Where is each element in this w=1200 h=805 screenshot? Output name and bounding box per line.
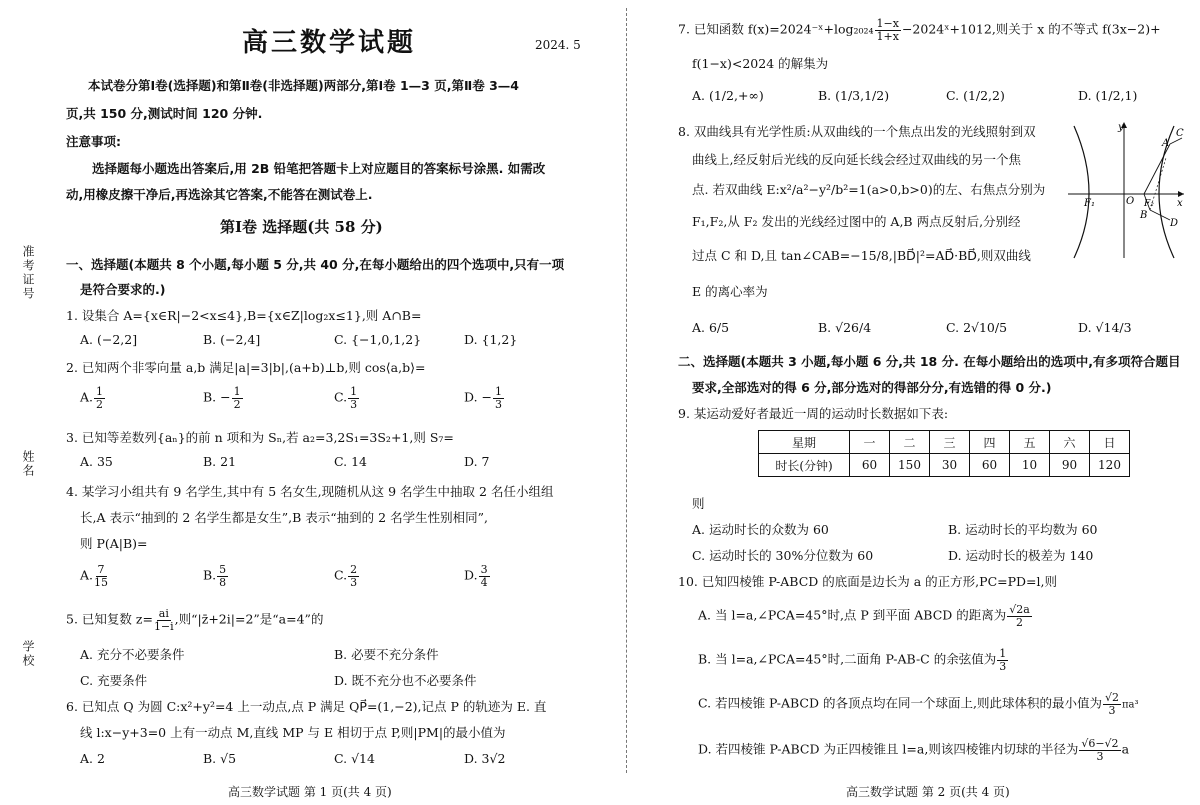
q10-option-a: A. 当 l=a,∠PCA=45°时,点 P 到平面 ABCD 的距离为 $\frac{√2a}{2}$ [698, 603, 1030, 629]
q4-option-c: C. $\frac{2}{3}$ [334, 563, 358, 589]
q1-option-a: A. (−2,2] [80, 332, 138, 347]
notice-line-1: 选择题每小题选出答案后,用 2B 铅笔把答题卡上对应题目的答案标号涂黑. 如需改 [92, 161, 546, 176]
q10-option-b: B. 当 l=a,∠PCA=45°时,二面角 P-AB-C 的余弦值为 $\frac{1}{3}$ [698, 647, 1007, 673]
page-divider [626, 8, 628, 773]
q4-option-a: A. $\frac{7}{15}$ [80, 563, 109, 589]
q8-option-a: A. 6/5 [692, 320, 730, 335]
q1-option-c: C. {−1,0,1,2} [334, 332, 422, 347]
q3-stem: 3. 已知等差数列{aₙ}的前 n 项和为 Sₙ,若 a₂=3,2S₁=3S₂+1,则 S₇= [66, 430, 454, 445]
q6-line-1: 6. 已知点 Q 为圆 C:x²+y²=4 上一动点,点 P 满足 QP⃗=(1,−2),记点 P 的轨迹为 E. 直 [66, 699, 547, 714]
section2-line-2: 要求,全部选对的得 6 分,部分选对的得部分分,有选错的得 0 分.) [692, 380, 1052, 395]
q7-option-b: B. (1/3,1/2) [818, 88, 890, 103]
q5-option-a: A. 充分不必要条件 [80, 647, 185, 662]
q9-option-d: D. 运动时长的极差为 140 [948, 548, 1094, 563]
table-cell: 150 [890, 454, 930, 477]
q4-option-d: D. $\frac{3}{4}$ [464, 563, 488, 589]
q10-stem: 10. 已知四棱锥 P-ABCD 的底面是边长为 a 的正方形,PC=PD=l,则 [678, 574, 1057, 589]
q6-option-b: B. √5 [203, 751, 237, 766]
table-row [759, 454, 1130, 477]
table-header-cell: 日 [1090, 431, 1130, 454]
q7-line-1: 7. 已知函数 f(x)=2024⁻ˣ+log₂₀₂₄ $\frac{1-x}{1+x}$ −2024ˣ+1012,则关于 x 的不等式 f(3x−2)+ [678, 17, 1161, 43]
fig-label-x: x [1177, 198, 1183, 209]
x-axis-arrow [1178, 191, 1184, 197]
fig-label-f1: F₁ [1084, 198, 1095, 209]
hyperbola-figure [1066, 118, 1188, 260]
q2-stem: 2. 已知两个非零向量 a,b 满足|a|=3|b|,(a+b)⊥b,则 cos⟨a,b⟩= [66, 360, 426, 375]
table-header-cell: 三 [930, 431, 970, 454]
section1-line-2: 是符合要求的.) [80, 282, 166, 297]
table-row [759, 431, 1130, 454]
q6-option-c: C. √14 [334, 751, 375, 766]
q1-stem: 1. 设集合 A={x∈R|−2<x≤4},B={x∈Z|log₂x≤1},则 A∩B= [66, 308, 422, 323]
fig-label-a: A [1162, 138, 1170, 149]
exam-id-label: 准考证号 [21, 245, 35, 301]
table-cell: 60 [850, 454, 890, 477]
q5-option-b: B. 必要不充分条件 [334, 647, 439, 662]
q9-option-c: C. 运动时长的 30%分位数为 60 [692, 548, 874, 563]
table-cell: 30 [930, 454, 970, 477]
q3-option-b: B. 21 [203, 454, 237, 469]
q5-stem: 5. 已知复数 z= $\frac{ai}{1-i}$ ,则“|z̄+2i|=2”是“a=4”的 [66, 607, 324, 633]
fig-label-d: D [1170, 218, 1179, 229]
q4-line-2: 长,A 表示“抽到的 2 名学生都是女生”,B 表示“抽到的 2 名学生性别相同”, [80, 510, 488, 525]
q7-line-2: f(1−x)<2024 的解集为 [692, 56, 829, 71]
q2-option-b: B. − $\frac{1}{2}$ [203, 385, 241, 411]
q8-line-1: 8. 双曲线具有光学性质:从双曲线的一个焦点出发的光线照射到双 [678, 124, 1036, 139]
q8-line-6: E 的离心率为 [692, 284, 768, 299]
part1-title: 第Ⅰ卷 选择题(共 58 分) [220, 218, 383, 236]
name-label: 姓名 [21, 450, 35, 478]
hyperbola-left-branch [1074, 126, 1089, 258]
q3-option-a: A. 35 [80, 454, 113, 469]
q1-option-b: B. (−2,4] [203, 332, 261, 347]
q10-option-c: C. 若四棱锥 P-ABCD 的各顶点均在同一个球面上,则此球体积的最小值为 $\frac{√2}{3}$ πa³ [698, 691, 1139, 717]
q7-option-a: A. (1/2,+∞) [692, 88, 764, 103]
q4-line-3: 则 P(A|B)= [80, 536, 148, 551]
fig-label-c: C [1176, 128, 1184, 139]
fig-label-y: y [1118, 122, 1124, 133]
footer-page-2: 高三数学试题 第 2 页(共 4 页) [846, 785, 1010, 799]
q10-option-d: D. 若四棱锥 P-ABCD 为正四棱锥且 l=a,则该四棱锥内切球的半径为 $\frac{√6-√2}{3}$ a [698, 737, 1130, 763]
exam-date: 2024. 5 [535, 38, 581, 52]
q4-line-1: 4. 某学习小组共有 9 名学生,其中有 5 名女生,现随机从这 9 名学生中抽取 2 名任小组组 [66, 484, 554, 499]
q7-option-c: C. (1/2,2) [946, 88, 1005, 103]
q8-line-3: 点. 若双曲线 E:x²/a²−y²/b²=1(a>0,b>0)的左、右焦点分别为 [692, 182, 1046, 197]
q6-option-a: A. 2 [80, 751, 105, 766]
school-label: 学校 [21, 640, 35, 668]
footer-page-1: 高三数学试题 第 1 页(共 4 页) [228, 785, 392, 799]
fig-label-f2: F₂ [1144, 199, 1154, 209]
exam-title: 高三数学试题 [242, 28, 417, 58]
q9-then: 则 [692, 496, 705, 511]
q8-option-c: C. 2√10/5 [946, 320, 1008, 335]
table-header-cell: 四 [970, 431, 1010, 454]
notice-title: 注意事项: [66, 134, 121, 149]
q8-line-5: 过点 C 和 D,且 tan∠CAB=−15/8,|BD⃗|²=AD⃗·BD⃗,则双曲线 [692, 248, 1031, 263]
q3-option-d: D. 7 [464, 454, 490, 469]
q2-option-c: C. $\frac{1}{3}$ [334, 385, 358, 411]
q2-option-d: D. − $\frac{1}{3}$ [464, 385, 502, 411]
q6-line-2: 线 l:x−y+3=0 上有一动点 M,直线 MP 与 E 相切于点 P,则|PM|的最小值为 [80, 725, 506, 740]
q4-option-b: B. $\frac{5}{8}$ [203, 563, 227, 589]
q8-line-2: 曲线上,经反射后光线的反向延长线会经过双曲线的另一个焦 [692, 152, 1021, 167]
q8-option-b: B. √26/4 [818, 320, 872, 335]
table-cell: 120 [1090, 454, 1130, 477]
table-cell: 60 [970, 454, 1010, 477]
q7-option-d: D. (1/2,1) [1078, 88, 1138, 103]
table-cell: 90 [1050, 454, 1090, 477]
notice-line-2: 动,用橡皮擦干净后,再选涂其它答案,不能答在测试卷上. [66, 187, 373, 202]
table-header-cell: 一 [850, 431, 890, 454]
exercise-table [758, 430, 1130, 477]
table-header-cell: 星期 [759, 431, 850, 454]
q2-option-a: A. $\frac{1}{2}$ [80, 385, 104, 411]
q8-line-4: F₁,F₂,从 F₂ 发出的光线经过图中的 A,B 两点反射后,分别经 [692, 214, 1021, 229]
q3-option-c: C. 14 [334, 454, 367, 469]
section2-line-1: 二、选择题(本题共 3 小题,每小题 6 分,共 18 分. 在每小题给出的选项中,有多项符合题目 [678, 354, 1181, 369]
fig-label-o: O [1126, 196, 1135, 207]
q5-option-d: D. 既不充分也不必要条件 [334, 673, 477, 688]
table-header-cell: 六 [1050, 431, 1090, 454]
q9-option-b: B. 运动时长的平均数为 60 [948, 522, 1098, 537]
q1-option-d: D. {1,2} [464, 332, 518, 347]
q9-option-a: A. 运动时长的众数为 60 [692, 522, 829, 537]
q6-option-d: D. 3√2 [464, 751, 506, 766]
q8-option-d: D. √14/3 [1078, 320, 1132, 335]
table-header-cell: 五 [1010, 431, 1050, 454]
fig-label-b: B [1140, 210, 1148, 221]
table-header-cell: 二 [890, 431, 930, 454]
table-cell: 10 [1010, 454, 1050, 477]
intro-line-2: 页,共 150 分,测试时间 120 分钟. [66, 106, 263, 121]
q5-option-c: C. 充要条件 [80, 673, 148, 688]
table-cell: 时长(分钟) [759, 454, 850, 477]
section1-line-1: 一、选择题(本题共 8 个小题,每小题 5 分,共 40 分,在每小题给出的四个选项中,只有一项 [66, 257, 565, 272]
q9-stem: 9. 某运动爱好者最近一周的运动时长数据如下表: [678, 406, 949, 421]
intro-line-1: 本试卷分第Ⅰ卷(选择题)和第Ⅱ卷(非选择题)两部分,第Ⅰ卷 1—3 页,第Ⅱ卷 3—4 [88, 78, 519, 93]
